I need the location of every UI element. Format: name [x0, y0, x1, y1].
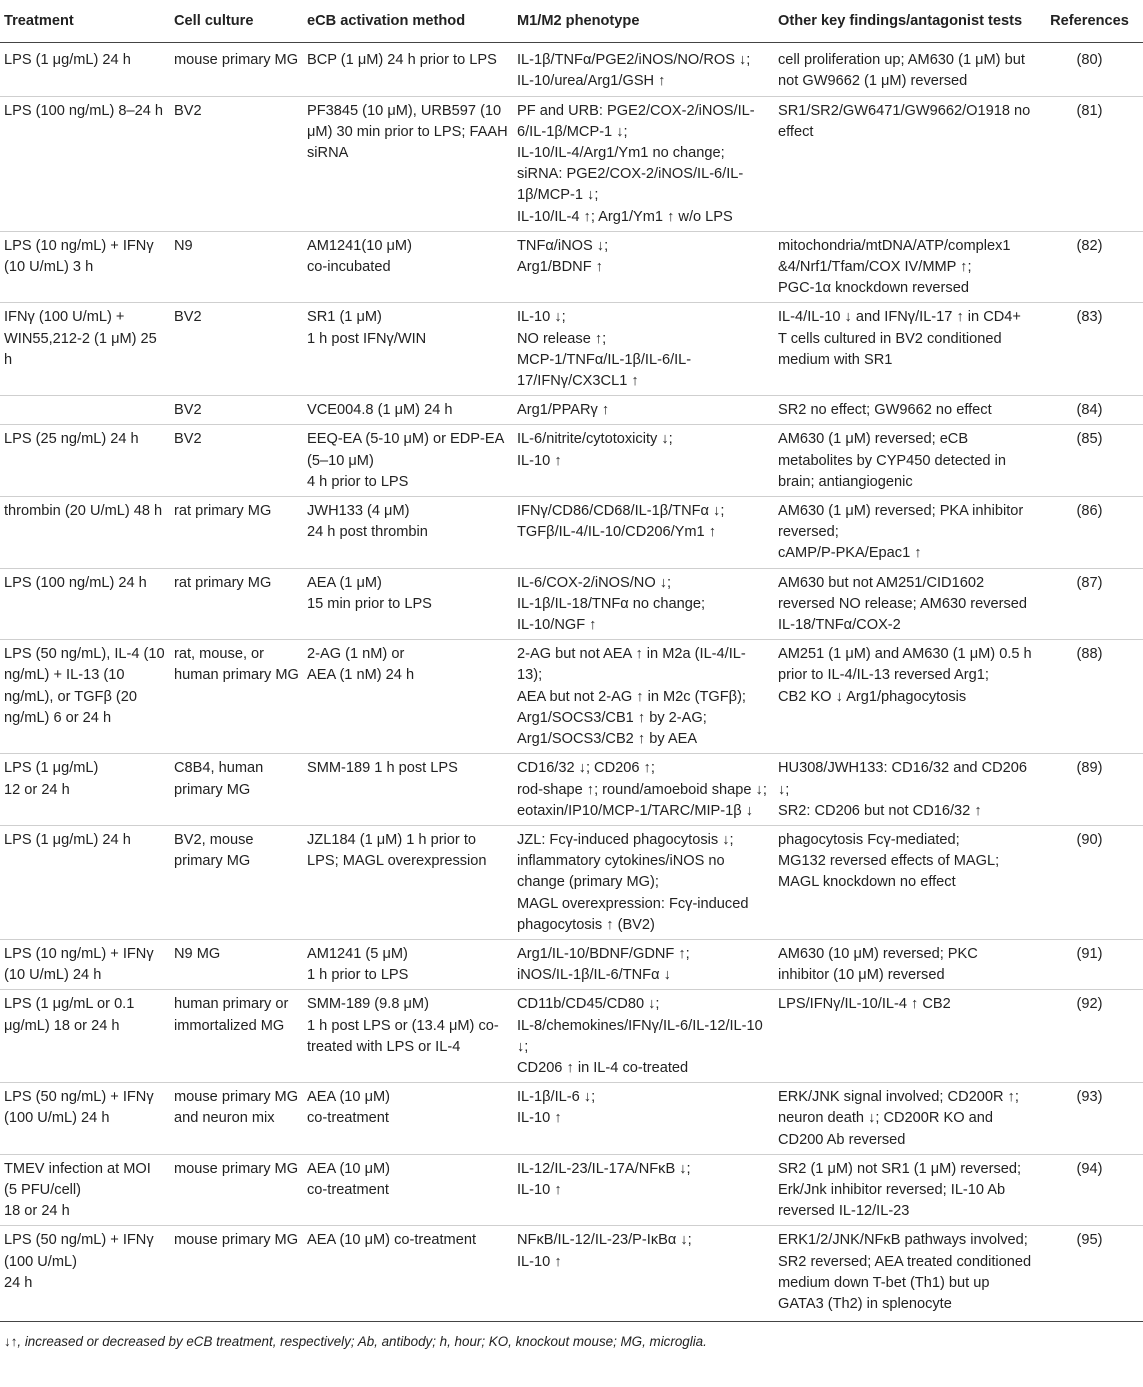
cell-phenotype: IL-1β/TNFα/PGE2/iNOS/NO/ROS ↓; IL-10/urea/Arg1/GSH ↑ [517, 52, 751, 90]
cell-cell-culture: N9 MG [170, 939, 303, 989]
cell-treatment: LPS (50 ng/mL), IL-4 (10 ng/mL) + IL-13 (10 ng/mL), or TGFβ (20 ng/mL) 6 or 24 h [0, 640, 170, 754]
cell-reference[interactable]: (92) [1036, 990, 1143, 1083]
cell-reference[interactable]: (80) [1076, 52, 1103, 69]
cell-cell-culture: mouse primary MG [174, 52, 299, 69]
header-phenotype: M1/M2 phenotype [513, 0, 774, 43]
cell-ecb-method: AM1241(10 μM) co-incubated [303, 231, 513, 303]
table-header [0, 0, 1143, 43]
cell-cell-culture: BV2 [170, 396, 303, 425]
table-row [0, 1154, 1143, 1226]
table-row [0, 303, 1143, 396]
table-row [0, 939, 1143, 989]
cell-other-findings: phagocytosis Fcγ-mediated; MG132 reversed effects of MAGL; MAGL knockdown no effect [774, 825, 1036, 939]
cell-phenotype: PF and URB: PGE2/COX-2/iNOS/IL-6/IL-1β/MCP-1 ↓; IL-10/IL-4/Arg1/Ym1 no change; siRNA: PGE2/COX-2/iNOS/IL-6/IL-1β/MCP-1 ↓; IL-10/IL-4 ↑; Arg1/Ym1 ↑ w/o LPS [513, 96, 774, 231]
cell-phenotype: NFκB/IL-12/IL-23/P-IκBα ↓; IL-10 ↑ [513, 1226, 774, 1318]
cell-other-findings: SR1/SR2/GW6471/GW9662/O1918 no effect [774, 96, 1036, 231]
cell-ecb-method: AM1241 (5 μM) 1 h prior to LPS [303, 939, 513, 989]
cell-cell-culture: rat, mouse, or human primary MG [170, 640, 303, 754]
cell-phenotype: CD11b/CD45/CD80 ↓; IL-8/chemokines/IFNγ/IL-6/IL-12/IL-10 ↓; CD206 ↑ in IL-4 co-treated [513, 990, 774, 1083]
cell-treatment: LPS (50 ng/mL) + IFNγ (100 U/mL) 24 h [0, 1083, 170, 1155]
cell-other-findings: SR2 (1 μM) not SR1 (1 μM) reversed; Erk/Jnk inhibitor reversed; IL-10 Ab reversed IL-12/IL-23 [774, 1154, 1036, 1226]
cell-treatment: LPS (1 μg/mL) 12 or 24 h [0, 754, 170, 826]
table-footnote: ↓↑, increased or decreased by eCB treatment, respectively; Ab, antibody; h, hour; KO, knockout mouse; MG, microglia. [0, 1321, 1143, 1349]
cell-reference[interactable]: (83) [1036, 303, 1143, 396]
cell-phenotype: IL-1β/IL-6 ↓; IL-10 ↑ [513, 1083, 774, 1155]
cell-treatment: LPS (1 μg/mL or 0.1 μg/mL) 18 or 24 h [0, 990, 170, 1083]
cell-other-findings: AM630 (1 μM) reversed; PKA inhibitor reversed; cAMP/P-PKA/Epac1 ↑ [774, 497, 1036, 569]
cell-other-findings: LPS/IFNγ/IL-10/IL-4 ↑ CB2 [774, 990, 1036, 1083]
cell-reference[interactable]: (82) [1036, 231, 1143, 303]
cell-reference[interactable]: (88) [1036, 640, 1143, 754]
table-row [0, 640, 1143, 754]
cell-other-findings: ERK/JNK signal involved; CD200R ↑; neuron death ↓; CD200R KO and CD200 Ab reversed [774, 1083, 1036, 1155]
table-row [0, 568, 1143, 640]
cell-reference[interactable]: (89) [1036, 754, 1143, 826]
cell-phenotype: JZL: Fcγ-induced phagocytosis ↓; inflammatory cytokines/iNOS no change (primary MG); MAGL overexpression: Fcγ-induced phagocytosis ↑ (BV2) [513, 825, 774, 939]
table-row [0, 990, 1143, 1083]
table-row [0, 825, 1143, 939]
cell-cell-culture: mouse primary MG [170, 1154, 303, 1226]
cell-cell-culture: mouse primary MG [170, 1226, 303, 1318]
cell-treatment: LPS (10 ng/mL) + IFNγ (10 U/mL) 24 h [0, 939, 170, 989]
table-row [0, 396, 1143, 425]
cell-reference[interactable]: (93) [1036, 1083, 1143, 1155]
cell-other-findings: HU308/JWH133: CD16/32 and CD206 ↓; SR2: CD206 but not CD16/32 ↑ [774, 754, 1036, 826]
cell-ecb-method: VCE004.8 (1 μM) 24 h [303, 396, 513, 425]
cell-treatment: LPS (1 μg/mL) 24 h [4, 52, 131, 69]
table-row [0, 497, 1143, 569]
cell-phenotype: IL-6/COX-2/iNOS/NO ↓; IL-1β/IL-18/TNFα no change; IL-10/NGF ↑ [513, 568, 774, 640]
table-row [0, 1083, 1143, 1155]
cell-ecb-method: PF3845 (10 μM), URB597 (10 μM) 30 min prior to LPS; FAAH siRNA [303, 96, 513, 231]
cell-cell-culture: rat primary MG [170, 497, 303, 569]
cell-other-findings: mitochondria/mtDNA/ATP/complex1 &4/Nrf1/Tfam/COX IV/MMP ↑; PGC-1α knockdown reversed [774, 231, 1036, 303]
header-references: References [1036, 0, 1143, 43]
cell-phenotype: Arg1/IL-10/BDNF/GDNF ↑; iNOS/IL-1β/IL-6/TNFα ↓ [513, 939, 774, 989]
cell-other-findings: cell proliferation up; AM630 (1 μM) but not GW9662 (1 μM) reversed [778, 52, 1025, 90]
cell-treatment: LPS (10 ng/mL) + IFNγ (10 U/mL) 3 h [0, 231, 170, 303]
header-treatment: Treatment [0, 0, 170, 43]
cell-treatment [0, 396, 170, 425]
cell-reference[interactable]: (87) [1036, 568, 1143, 640]
cell-cell-culture: BV2 [170, 425, 303, 497]
cell-phenotype: TNFα/iNOS ↓; Arg1/BDNF ↑ [513, 231, 774, 303]
cell-reference[interactable]: (95) [1036, 1226, 1143, 1318]
cell-cell-culture: C8B4, human primary MG [170, 754, 303, 826]
cell-ecb-method: SMM-189 1 h post LPS [303, 754, 513, 826]
header-row [0, 0, 1143, 43]
cell-ecb-method: AEA (10 μM) co-treatment [303, 1226, 513, 1318]
cell-phenotype: CD16/32 ↓; CD206 ↑; rod-shape ↑; round/amoeboid shape ↓; eotaxin/IP10/MCP-1/TARC/MIP-1β ↓ [513, 754, 774, 826]
cell-ecb-method: SMM-189 (9.8 μM) 1 h post LPS or (13.4 μM) co-treated with LPS or IL-4 [303, 990, 513, 1083]
cell-treatment: LPS (50 ng/mL) + IFNγ (100 U/mL) 24 h [0, 1226, 170, 1318]
cell-phenotype: IL-6/nitrite/cytotoxicity ↓; IL-10 ↑ [513, 425, 774, 497]
cell-other-findings: ERK1/2/JNK/NFκB pathways involved; SR2 reversed; AEA treated conditioned medium down T-bet (Th1) but up GATA3 (Th2) in splenocyte [774, 1226, 1036, 1318]
cell-reference[interactable]: (94) [1036, 1154, 1143, 1226]
cell-treatment: TMEV infection at MOI (5 PFU/cell) 18 or 24 h [0, 1154, 170, 1226]
cell-ecb-method: 2-AG (1 nM) or AEA (1 nM) 24 h [303, 640, 513, 754]
cell-phenotype: IFNγ/CD86/CD68/IL-1β/TNFα ↓; TGFβ/IL-4/IL-10/CD206/Ym1 ↑ [513, 497, 774, 569]
cell-treatment: LPS (100 ng/mL) 8–24 h [0, 96, 170, 231]
cell-other-findings: AM630 but not AM251/CID1602 reversed NO release; AM630 reversed IL-18/TNFα/COX-2 [774, 568, 1036, 640]
cell-treatment: LPS (100 ng/mL) 24 h [0, 568, 170, 640]
cell-other-findings: AM630 (1 μM) reversed; eCB metabolites by CYP450 detected in brain; antiangiogenic [774, 425, 1036, 497]
cell-reference[interactable]: (84) [1036, 396, 1143, 425]
cell-other-findings: SR2 no effect; GW9662 no effect [774, 396, 1036, 425]
cell-cell-culture: N9 [170, 231, 303, 303]
cell-reference[interactable]: (81) [1036, 96, 1143, 231]
header-cell-culture: Cell culture [170, 0, 303, 43]
cell-ecb-method: BCP (1 μM) 24 h prior to LPS [307, 52, 497, 69]
cell-cell-culture: BV2, mouse primary MG [170, 825, 303, 939]
header-other-findings: Other key findings/antagonist tests [774, 0, 1036, 43]
table-row [0, 425, 1143, 497]
cell-ecb-method: AEA (10 μM) co-treatment [303, 1083, 513, 1155]
cell-ecb-method: AEA (10 μM) co-treatment [303, 1154, 513, 1226]
cell-ecb-method: AEA (1 μM) 15 min prior to LPS [303, 568, 513, 640]
cell-reference[interactable]: (91) [1036, 939, 1143, 989]
cell-ecb-method: JZL184 (1 μM) 1 h prior to LPS; MAGL overexpression [303, 825, 513, 939]
cell-cell-culture: rat primary MG [170, 568, 303, 640]
cell-cell-culture: human primary or immortalized MG [170, 990, 303, 1083]
cell-other-findings: AM630 (10 μM) reversed; PKC inhibitor (10 μM) reversed [774, 939, 1036, 989]
cell-reference[interactable]: (85) [1036, 425, 1143, 497]
cell-reference[interactable]: (86) [1036, 497, 1143, 569]
cell-phenotype: Arg1/PPARγ ↑ [513, 396, 774, 425]
cell-treatment: thrombin (20 U/mL) 48 h [0, 497, 170, 569]
cell-cell-culture: mouse primary MG and neuron mix [170, 1083, 303, 1155]
table-body [0, 43, 1143, 1318]
cell-other-findings: IL-4/IL-10 ↓ and IFNγ/IL-17 ↑ in CD4+ T cells cultured in BV2 conditioned medium with SR1 [774, 303, 1036, 396]
cell-ecb-method: SR1 (1 μM) 1 h post IFNγ/WIN [303, 303, 513, 396]
cell-other-findings: AM251 (1 μM) and AM630 (1 μM) 0.5 h prior to IL-4/IL-13 reversed Arg1; CB2 KO ↓ Arg1/phagocytosis [774, 640, 1036, 754]
cell-ecb-method: EEQ-EA (5-10 μM) or EDP-EA (5–10 μM) 4 h prior to LPS [303, 425, 513, 497]
header-ecb-method: eCB activation method [303, 0, 513, 43]
cell-cell-culture: BV2 [170, 96, 303, 231]
cell-treatment: LPS (25 ng/mL) 24 h [0, 425, 170, 497]
table-row [0, 1226, 1143, 1318]
cell-treatment: IFNγ (100 U/mL) + WIN55,212-2 (1 μM) 25 h [0, 303, 170, 396]
cell-phenotype: IL-12/IL-23/IL-17A/NFκB ↓; IL-10 ↑ [513, 1154, 774, 1226]
cell-reference[interactable]: (90) [1036, 825, 1143, 939]
cell-ecb-method: JWH133 (4 μM) 24 h post thrombin [303, 497, 513, 569]
table-row [0, 231, 1143, 303]
cell-phenotype: 2-AG but not AEA ↑ in M2a (IL-4/IL-13); AEA but not 2-AG ↑ in M2c (TGFβ); Arg1/SOCS3/CB1 ↑ by 2-AG; Arg1/SOCS3/CB2 ↑ by AEA [513, 640, 774, 754]
cell-treatment: LPS (1 μg/mL) 24 h [0, 825, 170, 939]
table-row [0, 96, 1143, 231]
table-row [0, 43, 1143, 96]
cell-cell-culture: BV2 [170, 303, 303, 396]
cell-phenotype: IL-10 ↓; NO release ↑; MCP-1/TNFα/IL-1β/IL-6/IL-17/IFNγ/CX3CL1 ↑ [513, 303, 774, 396]
table-row [0, 754, 1143, 826]
